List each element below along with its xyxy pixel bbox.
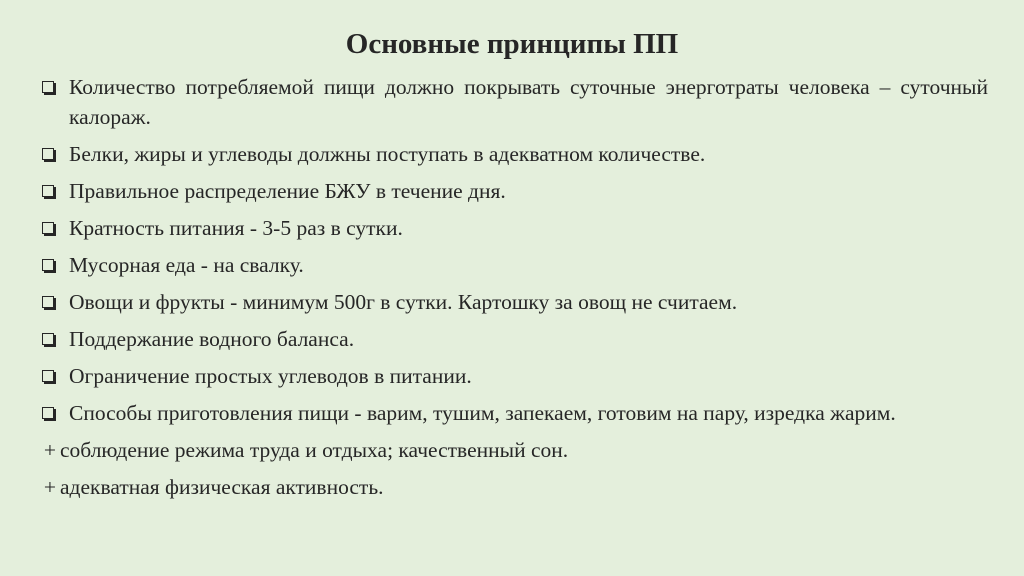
extra-item	[40, 472, 988, 502]
extra-item	[40, 435, 988, 465]
checkbox-bullet-icon	[42, 407, 54, 419]
list-item	[40, 213, 988, 243]
plus-marker: +	[43, 475, 57, 499]
checkbox-bullet-icon	[42, 185, 54, 197]
slide-title: Основные принципы ПП	[345, 28, 679, 60]
list-item	[40, 398, 988, 428]
list-item	[40, 250, 988, 280]
list-item-text: Правильное распределение БЖУ в течение дня.	[69, 179, 506, 203]
list-item	[40, 361, 988, 391]
checkbox-bullet-icon	[42, 81, 54, 93]
plus-marker: +	[43, 438, 57, 462]
list-item-text: Способы приготовления пищи - варим, тушим, запекаем, готовим на пару, изредка жарим.	[69, 401, 896, 425]
list-item	[40, 176, 988, 206]
list-item-text: Мусорная еда - на свалку.	[69, 253, 304, 277]
list-item	[40, 324, 988, 354]
list-item	[40, 139, 988, 169]
extra-item-text: соблюдение режима труда и отдыха; качественный сон.	[60, 438, 569, 462]
list-item-text: Кратность питания - 3-5 раз в сутки.	[69, 216, 403, 240]
list-item	[40, 287, 988, 317]
checkbox-bullet-icon	[42, 222, 54, 234]
checkbox-bullet-icon	[42, 333, 54, 345]
checkbox-bullet-icon	[42, 148, 54, 160]
list-item-text: Овощи и фрукты - минимум 500г в сутки. Картошку за овощ не считаем.	[69, 290, 738, 314]
checkbox-bullet-icon	[42, 259, 54, 271]
list-item-text: Белки, жиры и углеводы должны поступать в адекватном количестве.	[69, 142, 706, 166]
checkbox-bullet-icon	[42, 296, 54, 308]
principles-list	[40, 72, 988, 509]
list-item	[40, 72, 988, 132]
list-item-text: Поддержание водного баланса.	[69, 327, 355, 351]
list-item-text: Количество потребляемой пищи должно покрывать суточные энерготраты человека – суточный калораж.	[69, 75, 988, 129]
checkbox-bullet-icon	[42, 370, 54, 382]
extra-item-text: адекватная физическая активность.	[60, 475, 384, 499]
list-item-text: Ограничение простых углеводов в питании.	[69, 364, 472, 388]
